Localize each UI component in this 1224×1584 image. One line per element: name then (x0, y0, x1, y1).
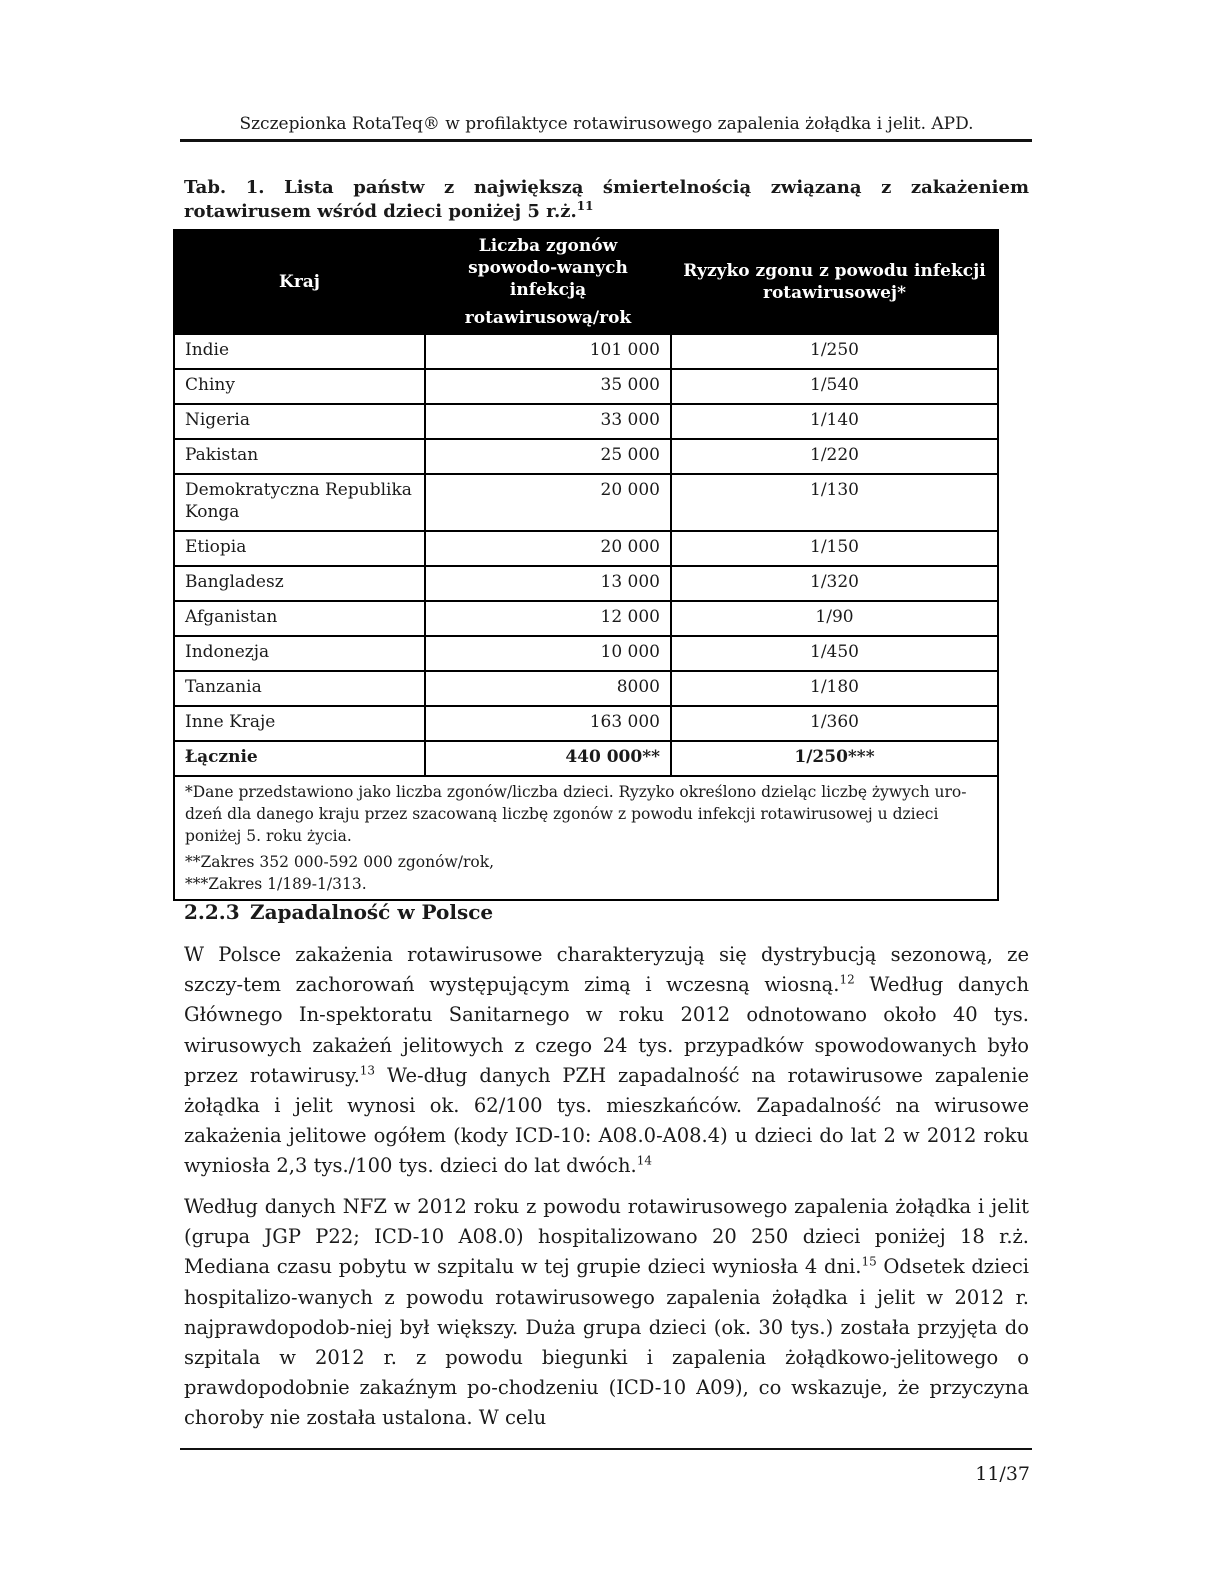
paragraph-text: We-dług danych PZH zapadalność na rotawirusowe zapalenie żołądka i jelit wynosi ok. 62/100 tys. mieszkańców. Zapadalność na wirusowe zakażenia jelitowe ogółem (kody ICD-10: A08.0-A08.4) u dzieci do lat 2 w 2012 roku wyniosła 2,3 tys./100 tys. dzieci do lat dwóch. (184, 1063, 1029, 1178)
paragraph-text: Odsetek dzieci hospitalizo-wanych z powodu rotawirusowego zapalenia żołądka i jelit w 2012 r. najprawdopodob-niej był większy. Duża grupa dzieci (ok. 30 tys.) została przyjęta do szpitala w 2012 r. z powodu biegunki i zapalenia żołądkowo-jelitowego o prawdopodobnie zakaźnym po-chodzeniu (ICD-10 A09), co wskazuje, że przyczyna choroby nie została ustalona. W celu (184, 1255, 1030, 1430)
risk-cell: 1/140 (671, 404, 998, 439)
deaths-cell: 13 000 (425, 566, 671, 601)
footnote-ref: 12 (839, 972, 855, 987)
country-cell: Pakistan (174, 439, 425, 474)
deaths-cell: 35 000 (425, 369, 671, 404)
header-risk: Ryzyko zgonu z powodu infekcji rotawirusowej* (671, 230, 998, 334)
paragraph (184, 940, 1029, 1182)
table-row (174, 566, 998, 601)
table-notes-row (174, 776, 998, 900)
risk-cell: 1/180 (671, 671, 998, 706)
risk-cell: 1/360 (671, 706, 998, 741)
footnote-ref: 15 (861, 1254, 877, 1269)
deaths-cell: 10 000 (425, 636, 671, 671)
table-row (174, 404, 998, 439)
deaths-cell: 20 000 (425, 474, 671, 531)
country-cell: Indonezja (174, 636, 425, 671)
deaths-cell: 8000 (425, 671, 671, 706)
table-row (174, 636, 998, 671)
table-note: *Dane przedstawiono jako liczba zgonów/liczba dzieci. Ryzyko określono dzieląc liczbę żywych uro-dzeń dla danego kraju przez szacowaną liczbę zgonów z powodu infekcji rotawirusowej u dzieci poniżej 5. roku życia. (185, 783, 967, 845)
table-row (174, 439, 998, 474)
table-caption-ref: 11 (576, 199, 594, 213)
table-header-row (174, 230, 998, 334)
running-header: Szczepionka RotaTeq® w profilaktyce rotawirusowego zapalenia żołądka i jelit. APD. (239, 114, 974, 134)
total-label-cell: Łącznie (174, 741, 425, 776)
country-cell: Indie (174, 334, 425, 369)
deaths-cell: 101 000 (425, 334, 671, 369)
footnote-ref: 14 (636, 1153, 652, 1168)
risk-cell: 1/540 (671, 369, 998, 404)
risk-cell: 1/450 (671, 636, 998, 671)
section-number: 2.2.3 (184, 900, 240, 924)
header-deaths (425, 230, 671, 334)
table-note: **Zakres 352 000-592 000 zgonów/rok, (185, 853, 495, 871)
table-row (174, 474, 998, 531)
deaths-cell: 12 000 (425, 601, 671, 636)
table-caption (184, 176, 1029, 224)
country-cell: Etiopia (174, 531, 425, 566)
page-number: 11/37 (975, 1463, 1030, 1485)
country-cell: Demokratyczna Republika Konga (174, 474, 425, 531)
table-row (174, 601, 998, 636)
section-title: Zapadalność w Polsce (250, 900, 494, 924)
paragraph-text: Według danych NFZ w 2012 roku z powodu rotawirusowego zapalenia żołądka i jelit (grupa JGP P22; ICD-10 A08.0) hospitalizowano 20 250 dzieci poniżej 18 r.ż. Mediana czasu pobytu w szpitalu w tej grupie dzieci wyniosła 4 dni. (184, 1195, 1029, 1279)
country-cell: Bangladesz (174, 566, 425, 601)
table-row (174, 334, 998, 369)
mortality-table (173, 229, 999, 901)
table-row (174, 531, 998, 566)
risk-cell: 1/250 (671, 334, 998, 369)
table-row (174, 369, 998, 404)
deaths-cell: 33 000 (425, 404, 671, 439)
risk-cell: 1/150 (671, 531, 998, 566)
header-rule (180, 139, 1032, 142)
country-cell: Afganistan (174, 601, 425, 636)
header-country: Kraj (174, 230, 425, 334)
table-row (174, 706, 998, 741)
footer-rule (180, 1448, 1032, 1450)
country-cell: Chiny (174, 369, 425, 404)
country-cell: Tanzania (174, 671, 425, 706)
total-risk-cell: 1/250*** (671, 741, 998, 776)
deaths-cell: 163 000 (425, 706, 671, 741)
deaths-cell: 20 000 (425, 531, 671, 566)
header-deaths-line2: rotawirusową/rok (464, 308, 632, 328)
footnote-ref: 13 (359, 1063, 376, 1078)
total-deaths-cell: 440 000** (425, 741, 671, 776)
table-note: ***Zakres 1/189-1/313. (185, 875, 367, 893)
table-notes (174, 776, 998, 900)
risk-cell: 1/220 (671, 439, 998, 474)
country-cell: Nigeria (174, 404, 425, 439)
paragraph-text: Według danych Głównego In-spektoratu Sanitarnego w roku 2012 odnotowano około 40 tys. wirusowych zakażeń jelitowych z czego 24 tys. przypadków spowodowanych było przez rotawirusy. (184, 973, 1030, 1087)
table-caption-text: Tab. 1. Lista państw z największą śmiertelnością związaną z zakażeniem rotawirusem wśród dzieci poniżej 5 r.ż. (184, 177, 1029, 222)
country-cell: Inne Kraje (174, 706, 425, 741)
table-row (174, 671, 998, 706)
section-heading (184, 898, 493, 926)
deaths-cell: 25 000 (425, 439, 671, 474)
paragraph-text: W Polsce zakażenia rotawirusowe charakteryzują się dystrybucją sezonową, ze szczy-tem zachorowań występującym zimą i wczesną wiosną. (184, 943, 1029, 997)
risk-cell: 1/320 (671, 566, 998, 601)
paragraph (184, 1192, 1029, 1434)
risk-cell: 1/130 (671, 474, 998, 531)
table-total-row (174, 741, 998, 776)
header-deaths-line1: Liczba zgonów spowodo-wanych infekcją (468, 236, 628, 300)
risk-cell: 1/90 (671, 601, 998, 636)
